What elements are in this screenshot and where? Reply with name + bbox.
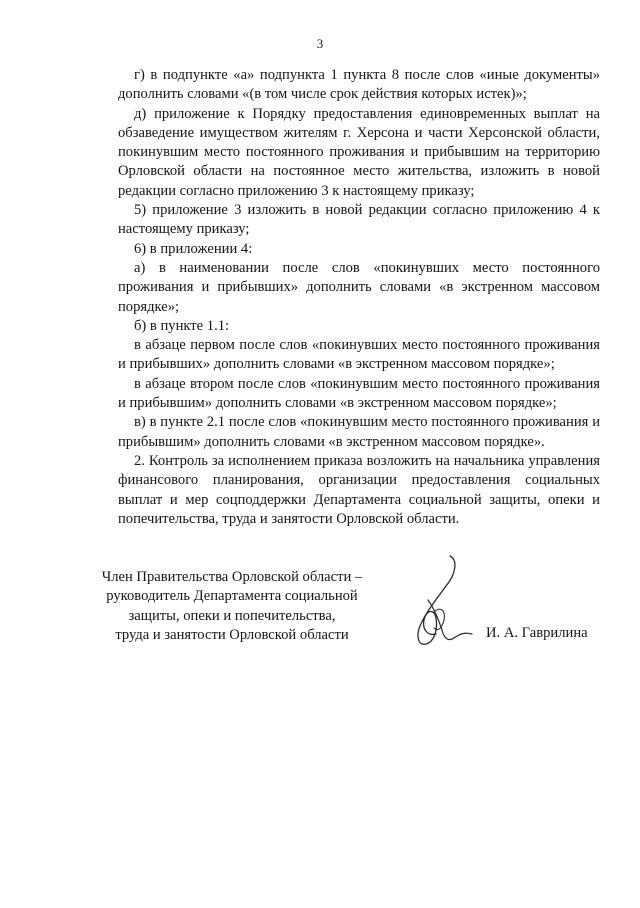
paragraph-6: 6) в приложении 4:	[134, 240, 253, 257]
signer-position-line: Член Правительства Орловской области –	[101, 569, 363, 585]
signer-position-line: труда и занятости Орловской области	[115, 626, 349, 643]
paragraph-6b-first: в абзаце первом после слов «покинувших место постоянного проживания и прибывших» дополнить словами «в экстренном массовом порядке»;	[118, 337, 600, 373]
paragraph-g: г) в подпункте «а» подпункта 1 пункта 8 после слов «иные документы» дополнить словами «(в том числе срок действия которых истек)»;	[118, 67, 600, 103]
paragraph-6a: а) в наименовании после слов «покинувших место постоянного проживания и прибывших» дополнить словами «в экстренном массовом порядке»;	[118, 259, 600, 315]
paragraph-6b-second: в абзаце втором после слов «покинувшим место постоянного проживания и прибывшим» дополнить словами «в экстренном массовом порядке»;	[118, 375, 600, 412]
handwritten-signature	[398, 552, 478, 652]
page-number: 3	[316, 36, 324, 51]
document-body	[118, 66, 600, 529]
paragraph-6b: б) в пункте 1.1:	[134, 317, 230, 334]
signer-position	[82, 568, 382, 645]
signer-position-line: руководитель Департамента социальной	[106, 588, 358, 605]
signer-position-line: защиты, опеки и попечительства,	[128, 607, 336, 624]
paragraph-5: 5) приложение 3 изложить в новой редакции согласно приложению 4 к настоящему приказу;	[118, 202, 600, 238]
paragraph-d: д) приложение к Порядку предоставления единовременных выплат на обзаведение имуществом жителям г. Херсона и части Херсонской области, покинувшим место постоянного проживания и прибывшим на территорию Орловской области на постоянное место жительства, изложить в новой редакции согласно приложению 3 к настоящему приказу;	[118, 105, 600, 199]
signer-name: И. А. Гаврилина	[486, 625, 588, 641]
paragraph-2: 2. Контроль за исполнением приказа возложить на начальника управления финансового планирования, организации предоставления социальных выплат и мер соцподдержки Департамента социальной защиты, опеки и попечительства, труда и занятости Орловской области.	[118, 452, 600, 527]
paragraph-6v: в) в пункте 2.1 после слов «покинувшим место постоянного проживания и прибывшим» дополнить словами «в экстренном массовом порядке».	[118, 414, 600, 450]
